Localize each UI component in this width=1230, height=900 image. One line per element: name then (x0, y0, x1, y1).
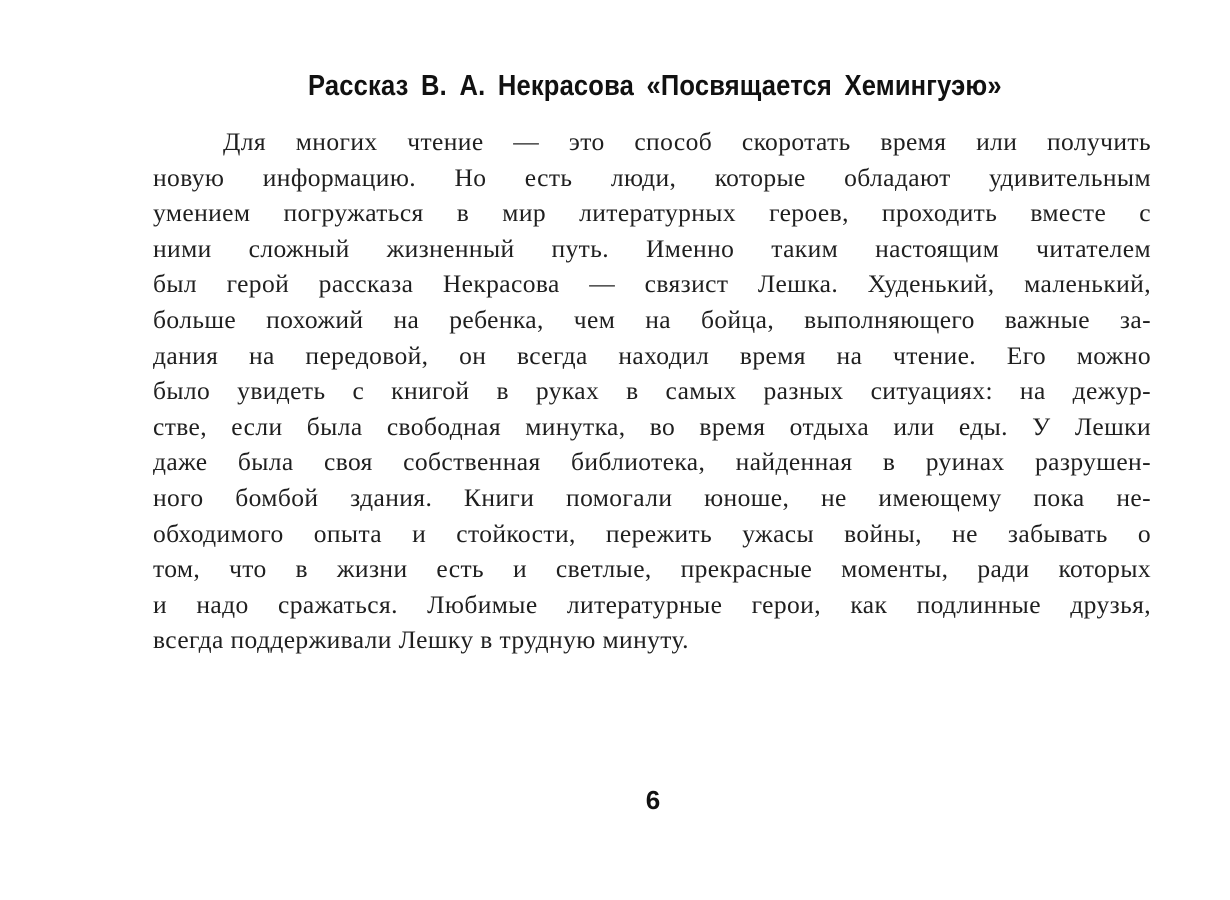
paragraph-line: том, что в жизни есть и светлые, прекрасные моменты, ради которых (153, 554, 1151, 584)
paragraph-line: ного бомбой здания. Книги помогали юноше, не имеющему пока не- (153, 482, 1151, 512)
main-paragraph (153, 124, 1151, 658)
paragraph-line: обходимого опыта и стойкости, пережить ужасы войны, не забывать о (153, 518, 1151, 548)
paragraph-line: было увидеть с книгой в руках в самых разных ситуациях: на дежур- (153, 376, 1151, 406)
page-title: Рассказ В. А. Некрасова «Посвящается Хемингуэю» (308, 70, 1002, 102)
paragraph-line: всегда поддерживали Лешку в трудную минуту. (153, 625, 689, 655)
paragraph-line: стве, если была свободная минутка, во время отдыха или еды. У Лешки (153, 411, 1151, 441)
paragraph-line: Для многих чтение — это способ скоротать время или получить (223, 127, 1151, 156)
paragraph-line: больше похожий на ребенка, чем на бойца, выполняющего важные за- (153, 304, 1151, 334)
paragraph-line: даже была своя собственная библиотека, найденная в руинах разрушен- (153, 447, 1151, 477)
paragraph-line: ними сложный жизненный путь. Именно таким настоящим читателем (153, 233, 1151, 263)
paragraph-line: новую информацию. Но есть люди, которые обладают удивительным (153, 162, 1151, 192)
page-number: 6 (645, 785, 661, 815)
paragraph-line: умением погружаться в мир литературных героев, проходить вместе с (153, 198, 1151, 228)
paragraph-line: дания на передовой, он всегда находил время на чтение. Его можно (153, 340, 1151, 370)
paragraph-line: и надо сражаться. Любимые литературные герои, как подлинные друзья, (153, 589, 1151, 619)
paragraph-line: был герой рассказа Некрасова — связист Лешка. Худенький, маленький, (153, 269, 1151, 299)
